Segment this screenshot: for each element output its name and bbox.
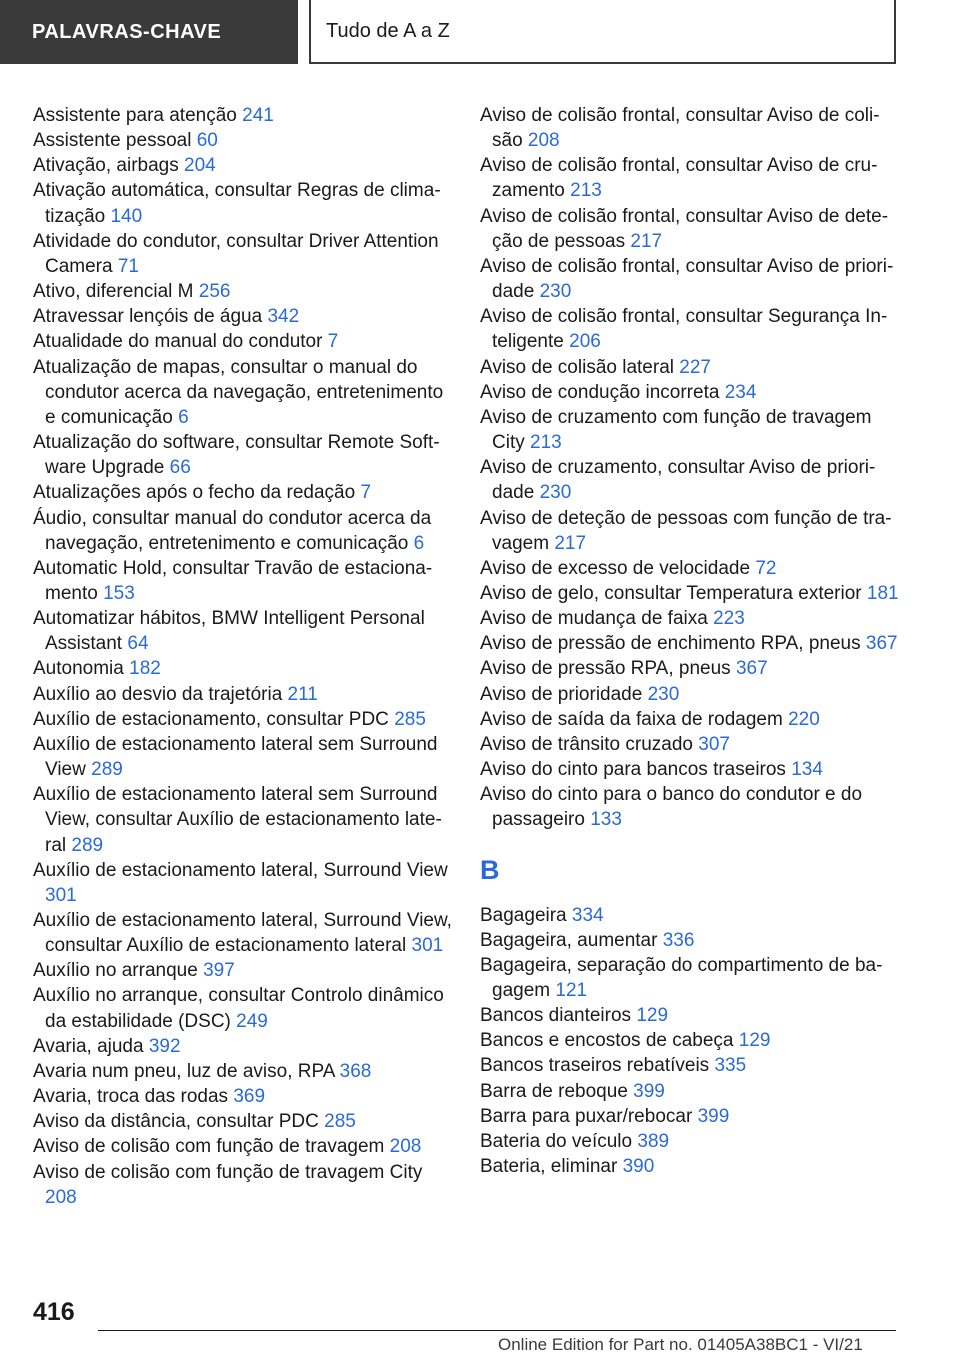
index-entry xyxy=(33,1134,453,1159)
index-entry-text: Aviso de trânsito cruzado xyxy=(480,733,693,755)
page-reference-link[interactable]: 342 xyxy=(267,306,300,328)
index-entry-text: Assistente pessoal xyxy=(33,130,192,152)
page-reference-link[interactable]: 153 xyxy=(103,582,135,604)
page-reference-link[interactable]: 390 xyxy=(622,1156,655,1178)
index-entry-text: Aviso de pressão de enchimento RPA, pneus xyxy=(480,633,861,655)
index-entry xyxy=(480,103,900,153)
index-entry xyxy=(480,953,900,1003)
index-entry xyxy=(480,1028,900,1053)
index-entry xyxy=(480,732,900,757)
index-entry xyxy=(480,405,900,455)
index-entry xyxy=(33,128,453,153)
index-entry-text: Aviso de colisão com função de travagem xyxy=(33,1136,385,1158)
index-entry xyxy=(480,1129,900,1154)
index-entry xyxy=(33,103,453,128)
index-entry xyxy=(480,380,900,405)
index-entry-text: Ativação, airbags xyxy=(33,155,179,177)
index-entry-text: Bancos traseiros rebatíveis xyxy=(480,1055,710,1077)
index-entry xyxy=(33,983,453,1033)
index-entry xyxy=(33,556,453,606)
page-reference-link[interactable]: 217 xyxy=(554,532,587,554)
page-reference-link[interactable]: 206 xyxy=(569,331,601,353)
index-entry-text: Auxílio no arranque xyxy=(33,960,198,982)
index-entry xyxy=(480,355,900,380)
index-entry xyxy=(33,506,453,556)
index-entry-text: Aviso de cruzamento com função de travagem City xyxy=(480,406,872,454)
index-entry xyxy=(33,480,453,505)
index-entry-text: Avaria num pneu, luz de aviso, RPA xyxy=(33,1060,335,1082)
page-reference-link[interactable]: 129 xyxy=(636,1005,669,1027)
index-entry-text: Bateria do veículo xyxy=(480,1130,633,1152)
page-reference-link[interactable]: 129 xyxy=(738,1030,771,1052)
index-entry-text: Auxílio de estacionamento lateral sem Surround View xyxy=(33,733,438,781)
index-entry xyxy=(480,682,900,707)
index-entry xyxy=(33,304,453,329)
index-entry xyxy=(33,229,453,279)
index-entry xyxy=(480,631,900,656)
index-entry-text: Aviso de colisão frontal, consultar Aviso de colisão xyxy=(480,105,880,152)
index-entry-text: Aviso de prioridade xyxy=(480,683,643,705)
index-entry xyxy=(480,757,900,782)
index-entry xyxy=(33,178,453,228)
index-entry-text: Aviso de colisão frontal, consultar Aviso de prioridade xyxy=(480,255,894,303)
index-entry xyxy=(33,908,453,958)
index-entry xyxy=(33,153,453,178)
index-entry xyxy=(480,254,900,304)
page-reference-link[interactable]: 399 xyxy=(633,1080,665,1102)
page-reference-link[interactable]: 220 xyxy=(788,708,820,730)
index-entry-text: Atravessar lençóis de água xyxy=(33,306,263,328)
index-entry-text: Bateria, eliminar xyxy=(480,1156,618,1178)
page-reference-link[interactable]: 7 xyxy=(360,482,372,504)
index-entry-text: Aviso do cinto para bancos traseiros xyxy=(480,759,786,781)
page-reference-link[interactable]: 367 xyxy=(865,633,898,655)
page-reference-link[interactable]: 72 xyxy=(755,557,777,579)
page-reference-link[interactable]: 397 xyxy=(203,960,235,982)
page-reference-link[interactable]: 213 xyxy=(570,180,602,202)
index-entry xyxy=(33,682,453,707)
index-entry xyxy=(480,782,900,832)
page-reference-link[interactable]: 121 xyxy=(555,980,588,1001)
page-reference-link[interactable]: 71 xyxy=(117,255,139,277)
page-reference-link[interactable]: 64 xyxy=(127,633,149,655)
section-tab: PALAVRAS-CHAVE xyxy=(0,0,298,64)
page-header xyxy=(0,0,960,66)
page-reference-link[interactable]: 369 xyxy=(233,1086,266,1108)
index-entry xyxy=(480,903,900,928)
page-reference-link[interactable]: 208 xyxy=(527,130,560,152)
index-entry-text: Aviso de cruzamento, consultar Aviso de prioridade xyxy=(480,457,876,504)
index-entry-text: Aviso de colisão frontal, consultar Aviso de cruzamento xyxy=(480,155,878,202)
page-reference-link[interactable]: 208 xyxy=(45,1186,77,1208)
index-entry-text: Bagageira, aumentar xyxy=(480,929,658,951)
page-reference-link[interactable]: 230 xyxy=(539,281,572,303)
index-entry xyxy=(480,928,900,953)
index-entry xyxy=(33,958,453,983)
page-reference-link[interactable]: 213 xyxy=(530,432,562,454)
index-entry-text: Ativação automática, consultar Regras de climatização xyxy=(33,180,441,227)
page-reference-link[interactable]: 334 xyxy=(571,904,604,926)
index-entry-text: Aviso de colisão com função de travagem City xyxy=(33,1161,423,1183)
index-entry-text: Auxílio de estacionamento, consultar PDC xyxy=(33,708,389,730)
page-reference-link[interactable]: 60 xyxy=(196,130,218,152)
footer-divider xyxy=(98,1330,896,1331)
index-entry-text: Auxílio de estacionamento lateral, Surround View, consultar Auxílio de estacionamento lateral xyxy=(33,910,452,957)
index-entry xyxy=(33,707,453,732)
page-reference-link[interactable]: 289 xyxy=(91,759,123,781)
index-entry-text: Aviso de mudança de faixa xyxy=(480,608,708,630)
index-entry xyxy=(33,279,453,304)
index-entry-text: Aviso de colisão frontal, consultar Aviso de deteção de pessoas xyxy=(480,205,889,252)
index-entry xyxy=(480,707,900,732)
page-reference-link[interactable]: 301 xyxy=(411,935,444,957)
index-entry-text: Bancos e encostos de cabeça xyxy=(480,1030,734,1052)
page-reference-link[interactable]: 217 xyxy=(630,230,663,252)
index-entry-text: Barra para puxar/rebocar xyxy=(480,1105,693,1127)
page-reference-link[interactable]: 223 xyxy=(713,608,745,630)
index-entry xyxy=(33,656,453,681)
page-reference-link[interactable]: 230 xyxy=(647,683,680,705)
index-entry-text: Bancos dianteiros xyxy=(480,1005,632,1027)
page-reference-link[interactable]: 301 xyxy=(45,884,77,906)
index-entry xyxy=(480,1104,900,1129)
index-entry-text: Assistente para atenção xyxy=(33,105,237,126)
page-reference-link[interactable]: 133 xyxy=(590,809,622,831)
page-reference-link[interactable]: 368 xyxy=(339,1060,372,1082)
index-entry xyxy=(33,1160,453,1210)
index-entry-text: Aviso da distância, consultar PDC xyxy=(33,1111,319,1133)
index-entry-text: Avaria, troca das rodas xyxy=(33,1086,229,1108)
index-entry-text: Aviso de saída da faixa de rodagem xyxy=(480,708,783,730)
index-entry xyxy=(480,153,900,203)
page-reference-link[interactable]: 392 xyxy=(148,1035,181,1057)
index-entry xyxy=(33,329,453,354)
index-entry-text: Aviso de pressão RPA, pneus xyxy=(480,658,731,680)
page-reference-link[interactable]: 256 xyxy=(198,281,231,303)
page-reference-link[interactable]: 289 xyxy=(71,834,104,856)
index-column-left xyxy=(33,103,453,1210)
index-entry xyxy=(33,858,453,908)
index-entry-text: Aviso de excesso de velocidade xyxy=(480,557,751,579)
index-entry-text: Auxílio de estacionamento lateral sem Surround View, consultar Auxílio de estacionamento lateral xyxy=(33,784,442,856)
index-entry-text: Aviso de deteção de pessoas com função de travagem xyxy=(480,507,892,554)
index-entry-text: Bagageira, separação do compartimento de bagagem xyxy=(480,954,883,1001)
page-reference-link[interactable]: 182 xyxy=(129,658,161,680)
index-entry xyxy=(33,1059,453,1084)
page-reference-link[interactable]: 66 xyxy=(169,457,191,479)
page-reference-link[interactable]: 134 xyxy=(791,759,823,781)
index-entry-text: Autonomia xyxy=(33,658,124,680)
index-entry xyxy=(480,1154,900,1179)
index-entry xyxy=(480,581,900,606)
index-entry xyxy=(33,1084,453,1109)
page-reference-link[interactable]: 7 xyxy=(327,331,339,353)
index-entry xyxy=(480,304,900,354)
index-entry xyxy=(480,606,900,631)
page-reference-link[interactable]: 140 xyxy=(110,205,143,227)
index-entry xyxy=(480,1053,900,1078)
index-entry-text: Automatic Hold, consultar Travão de estacionamento xyxy=(33,557,433,604)
index-entry xyxy=(33,1034,453,1059)
index-entry-text: Ativo, diferencial M xyxy=(33,281,194,303)
index-entry-text: Atualidade do manual do condutor xyxy=(33,331,323,353)
index-entry xyxy=(33,355,453,430)
index-column-right xyxy=(480,103,900,1179)
index-entry xyxy=(33,430,453,480)
index-entry-text: Barra de reboque xyxy=(480,1080,628,1102)
index-entry-text: Auxílio ao desvio da trajetória xyxy=(33,683,283,705)
index-entry xyxy=(33,732,453,782)
index-entry-text: Atualizações após o fecho da redação xyxy=(33,482,356,504)
section-letter-b: B xyxy=(480,854,500,885)
index-entry xyxy=(33,606,453,656)
index-entry xyxy=(33,1109,453,1134)
index-entry-text: Atividade do condutor, consultar Driver Attention Camera xyxy=(33,230,439,277)
page-number: 416 xyxy=(33,1298,75,1326)
page-reference-link[interactable]: 389 xyxy=(637,1130,670,1152)
page-reference-link[interactable]: 211 xyxy=(287,683,318,705)
page-reference-link[interactable]: 307 xyxy=(698,733,730,755)
page-reference-link[interactable]: 335 xyxy=(714,1055,747,1077)
index-entry-text: Aviso de condução incorreta xyxy=(480,381,720,403)
index-entry-text: Bagageira xyxy=(480,904,567,926)
index-entry-text: Aviso do cinto para o banco do condutor e do passageiro xyxy=(480,784,863,831)
chapter-title-tab: Tudo de A a Z xyxy=(311,0,896,64)
page-reference-link[interactable]: 6 xyxy=(413,532,425,554)
page-reference-link[interactable]: 399 xyxy=(697,1105,730,1127)
page-reference-link[interactable]: 230 xyxy=(539,482,572,504)
index-entry-text: Atualização de mapas, consultar o manual do condutor acerca da navegação, entretenimento e comunicação xyxy=(33,356,444,428)
index-entry xyxy=(480,656,900,681)
index-entry xyxy=(480,1079,900,1104)
page-reference-link[interactable]: 234 xyxy=(724,381,757,403)
index-entry-text: Avaria, ajuda xyxy=(33,1035,144,1057)
index-entry xyxy=(480,556,900,581)
index-entry-text: Auxílio no arranque, consultar Controlo dinâmico da estabilidade (DSC) xyxy=(33,985,444,1032)
index-entry xyxy=(33,782,453,857)
page-reference-link[interactable]: 249 xyxy=(236,1010,268,1032)
page-reference-link[interactable]: 241 xyxy=(242,105,274,126)
index-entry-text: Automatizar hábitos, BMW Intelligent Personal Assistant xyxy=(33,608,425,655)
index-entry-text: Atualização do software, consultar Remote Software Upgrade xyxy=(33,432,440,479)
index-entry xyxy=(480,455,900,505)
edition-footer: Online Edition for Part no. 01405A38BC1 - VI/21 xyxy=(498,1335,863,1354)
page-reference-link[interactable]: 227 xyxy=(679,356,711,378)
page-reference-link[interactable]: 208 xyxy=(389,1136,422,1158)
index-entry-text: Aviso de gelo, consultar Temperatura exterior xyxy=(480,582,862,604)
index-entry-text: Aviso de colisão lateral xyxy=(480,356,674,378)
index-entry-text: Aviso de colisão frontal, consultar Segurança Inteligente xyxy=(480,306,888,353)
index-entry xyxy=(480,204,900,254)
index-entry xyxy=(480,506,900,556)
index-entry-text: Áudio, consultar manual do condutor acerca da navegação, entretenimento e comunicação xyxy=(33,507,432,554)
index-entry xyxy=(480,1003,900,1028)
page-reference-link[interactable]: 204 xyxy=(184,155,216,177)
page-reference-link[interactable]: 336 xyxy=(662,929,695,951)
page-reference-link[interactable]: 285 xyxy=(324,1111,356,1133)
page-reference-link[interactable]: 6 xyxy=(178,406,189,428)
page-reference-link[interactable]: 285 xyxy=(394,708,426,730)
page-reference-link[interactable]: 181 xyxy=(866,582,899,604)
index-entry-text: Auxílio de estacionamento lateral, Surround View xyxy=(33,859,448,881)
page-reference-link[interactable]: 367 xyxy=(735,658,768,680)
